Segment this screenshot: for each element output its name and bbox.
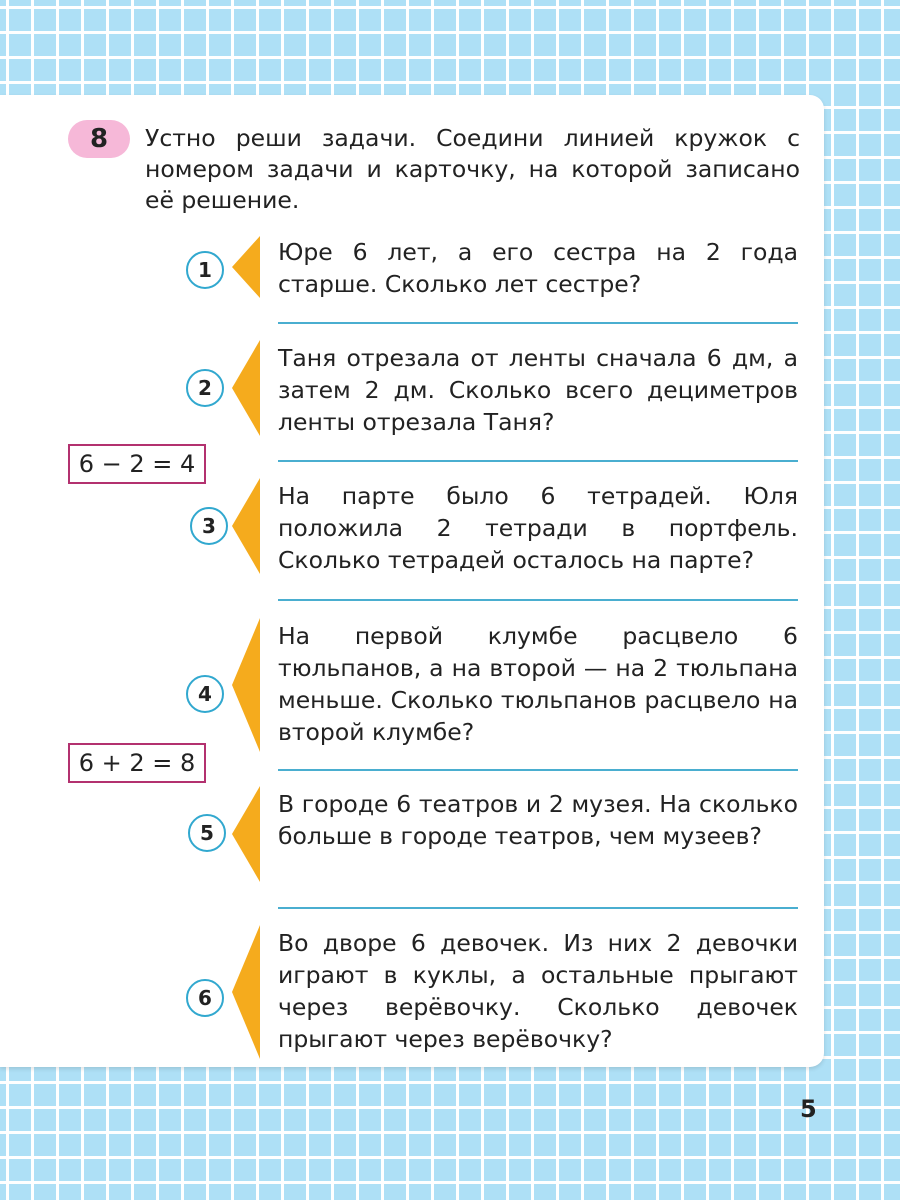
problem-circle-3[interactable]: 3 (190, 507, 228, 545)
arrow-pointer-icon (232, 478, 260, 574)
arrow-pointer-icon (232, 340, 260, 436)
problem-text-6: Во дворе 6 девочек. Из них 2 девочки играют в куклы, а остальные прыгают через верёвочку. Сколько девочек прыгают через верёвочку? (278, 929, 798, 1053)
problem-text-3: На парте было 6 тетрадей. Юля положила 2 тетради в портфель. Сколько тетрадей осталось на парте? (278, 482, 798, 574)
problem-circle-6[interactable]: 6 (186, 979, 224, 1017)
divider (278, 599, 798, 601)
arrow-pointer-icon (232, 618, 260, 752)
task-number-badge: 8 (68, 120, 130, 158)
solution-card-2[interactable]: 6 + 2 = 8 (68, 743, 206, 783)
divider (278, 907, 798, 909)
task-instruction: Устно реши задачи. Соедини линией кружок с номером задачи и карточку, на которой записано её решение. (145, 124, 800, 214)
divider (278, 322, 798, 324)
problem-text-5: В городе 6 театров и 2 музея. На сколько больше в городе театров, чем музеев? (278, 790, 798, 850)
page-number: 5 (800, 1095, 817, 1123)
divider (278, 769, 798, 771)
problem-circle-2[interactable]: 2 (186, 369, 224, 407)
problem-circle-4[interactable]: 4 (186, 675, 224, 713)
arrow-pointer-icon (232, 925, 260, 1059)
problem-text-2: Таня отрезала от ленты сначала 6 дм, а затем 2 дм. Сколько всего дециметров ленты отрезала Таня? (278, 344, 798, 436)
problem-circle-5[interactable]: 5 (188, 814, 226, 852)
problem-text-4: На первой клумбе расцвело 6 тюльпанов, а на второй — на 2 тюльпана меньше. Сколько тюльпанов расцвело на второй клумбе? (278, 622, 798, 746)
problem-text-1: Юре 6 лет, а его сестра на 2 года старше. Сколько лет сестре? (278, 238, 798, 298)
problem-circle-1[interactable]: 1 (186, 251, 224, 289)
solution-card-1[interactable]: 6 − 2 = 4 (68, 444, 206, 484)
arrow-pointer-icon (232, 786, 260, 882)
arrow-pointer-icon (232, 236, 260, 298)
divider (278, 460, 798, 462)
